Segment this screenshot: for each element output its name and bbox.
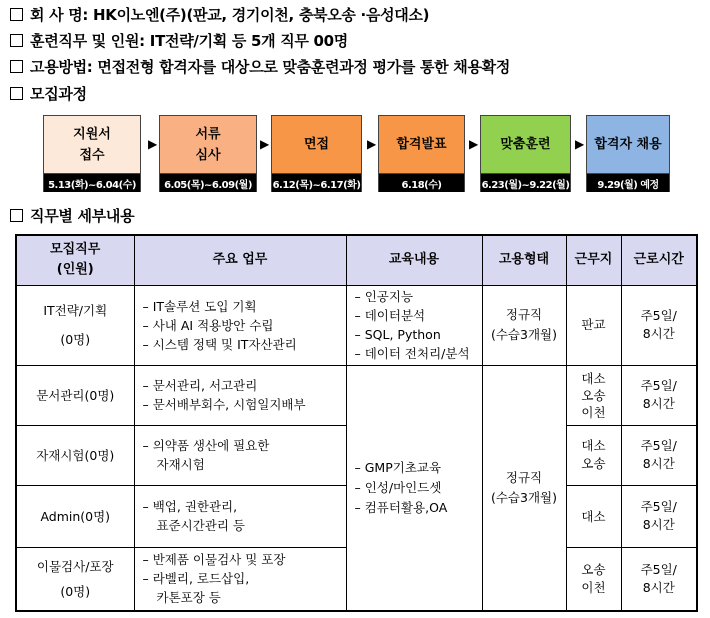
checkbox-icon: [10, 8, 23, 21]
step-date: 6.12(목)~6.17(화): [272, 174, 361, 192]
job-cell: Admin(0명): [16, 485, 134, 547]
step-label: 합격자 채용: [587, 116, 669, 174]
hours-cell: 주5일/ 8시간: [621, 285, 697, 365]
step-label: 지원서 접수: [44, 116, 140, 174]
table-row: [16, 285, 697, 365]
table-header-row: [16, 235, 697, 285]
process-step-training: [480, 115, 571, 192]
hours-cell: 주5일/ 8시간: [621, 485, 697, 547]
step-date: 5.13(화)~6.04(수): [44, 174, 140, 192]
step-date: 6.05(목)~6.09(월): [160, 174, 256, 192]
detail-title-line: [10, 205, 134, 226]
step-label: 합격발표: [379, 116, 464, 174]
process-step-announce: [378, 115, 465, 192]
process-step-hire: [586, 115, 670, 192]
location-cell: 판교: [566, 285, 621, 365]
process-step-interview: [271, 115, 362, 192]
process-step-screening: [159, 115, 257, 192]
employment-cell: 정규직 (수습3개월): [482, 285, 566, 365]
step-label: 맞춤훈련: [481, 116, 570, 174]
company-line: [10, 4, 429, 25]
step-date: 9.29(월) 예정: [587, 174, 669, 192]
header-education: 교육내용: [346, 235, 482, 285]
arrow-right-icon: ▶: [575, 137, 585, 151]
duties-cell: – 의약품 생산에 필요한 자재시험: [134, 425, 346, 485]
arrow-right-icon: ▶: [260, 137, 270, 151]
hours-cell: 주5일/ 8시간: [621, 547, 697, 611]
step-label: 면접: [272, 116, 361, 174]
step-date: 6.23(월)~9.22(월): [481, 174, 570, 192]
positions-text: 훈련직무 및 인원: IT전략/기획 등 5개 직무 00명: [30, 32, 348, 50]
hours-cell: 주5일/ 8시간: [621, 365, 697, 425]
arrow-right-icon: ▶: [469, 137, 479, 151]
education-cell: – GMP기초교육 – 인성/마인드셋 – 컴퓨터활용,OA: [346, 365, 482, 611]
header-job: 모집직무 (인원): [16, 235, 134, 285]
table-row: [16, 365, 697, 425]
checkbox-icon: [10, 87, 23, 100]
location-cell: 오송 이천: [566, 547, 621, 611]
positions-line: [10, 30, 348, 51]
duties-cell: – 문서관리, 서고관리 – 문서배부회수, 시험일지배부: [134, 365, 346, 425]
employment-cell: 정규직 (수습3개월): [482, 365, 566, 611]
job-cell: 이물검사/포장 (0명): [16, 547, 134, 611]
process-step-apply: [43, 115, 141, 192]
process-title: 모집과정: [30, 85, 87, 103]
detail-title: 직무별 세부내용: [30, 207, 135, 225]
checkbox-icon: [10, 34, 23, 47]
job-cell: 자재시험(0명): [16, 425, 134, 485]
duties-cell: – IT솔루션 도입 기획 – 사내 AI 적용방안 수립 – 시스템 정택 및 IT자산관리: [134, 285, 346, 365]
step-date: 6.18(수): [379, 174, 464, 192]
arrow-right-icon: ▶: [367, 137, 377, 151]
location-cell: 대소 오송 이천: [566, 365, 621, 425]
hours-cell: 주5일/ 8시간: [621, 425, 697, 485]
checkbox-icon: [10, 60, 23, 73]
header-location: 근무지: [566, 235, 621, 285]
education-cell: – 인공지능 – 데이터분석 – SQL, Python – 데이터 전처리/분석: [346, 285, 482, 365]
duties-cell: – 백업, 권한관리, 표준시간관리 등: [134, 485, 346, 547]
location-cell: 대소: [566, 485, 621, 547]
step-label: 서류 심사: [160, 116, 256, 174]
header-employment: 고용형태: [482, 235, 566, 285]
header-hours: 근로시간: [621, 235, 697, 285]
header-duties: 주요 업무: [134, 235, 346, 285]
method-line: [10, 56, 510, 77]
company-text: 회 사 명: HK이노엔(주)(판교, 경기이천, 충북오송 ·음성대소): [30, 6, 430, 24]
duties-cell: – 반제품 이물검사 및 포장 – 라벨리, 로드삽입, 카톤포장 등: [134, 547, 346, 611]
job-cell: IT전략/기획 (0명): [16, 285, 134, 365]
checkbox-icon: [10, 209, 23, 222]
method-text: 고용방법: 면접전형 합격자를 대상으로 맞춤훈련과정 평가를 통한 채용확정: [30, 58, 511, 76]
location-cell: 대소 오송: [566, 425, 621, 485]
arrow-right-icon: ▶: [148, 137, 158, 151]
job-detail-table: [15, 234, 698, 612]
process-title-line: [10, 83, 87, 104]
job-cell: 문서관리(0명): [16, 365, 134, 425]
